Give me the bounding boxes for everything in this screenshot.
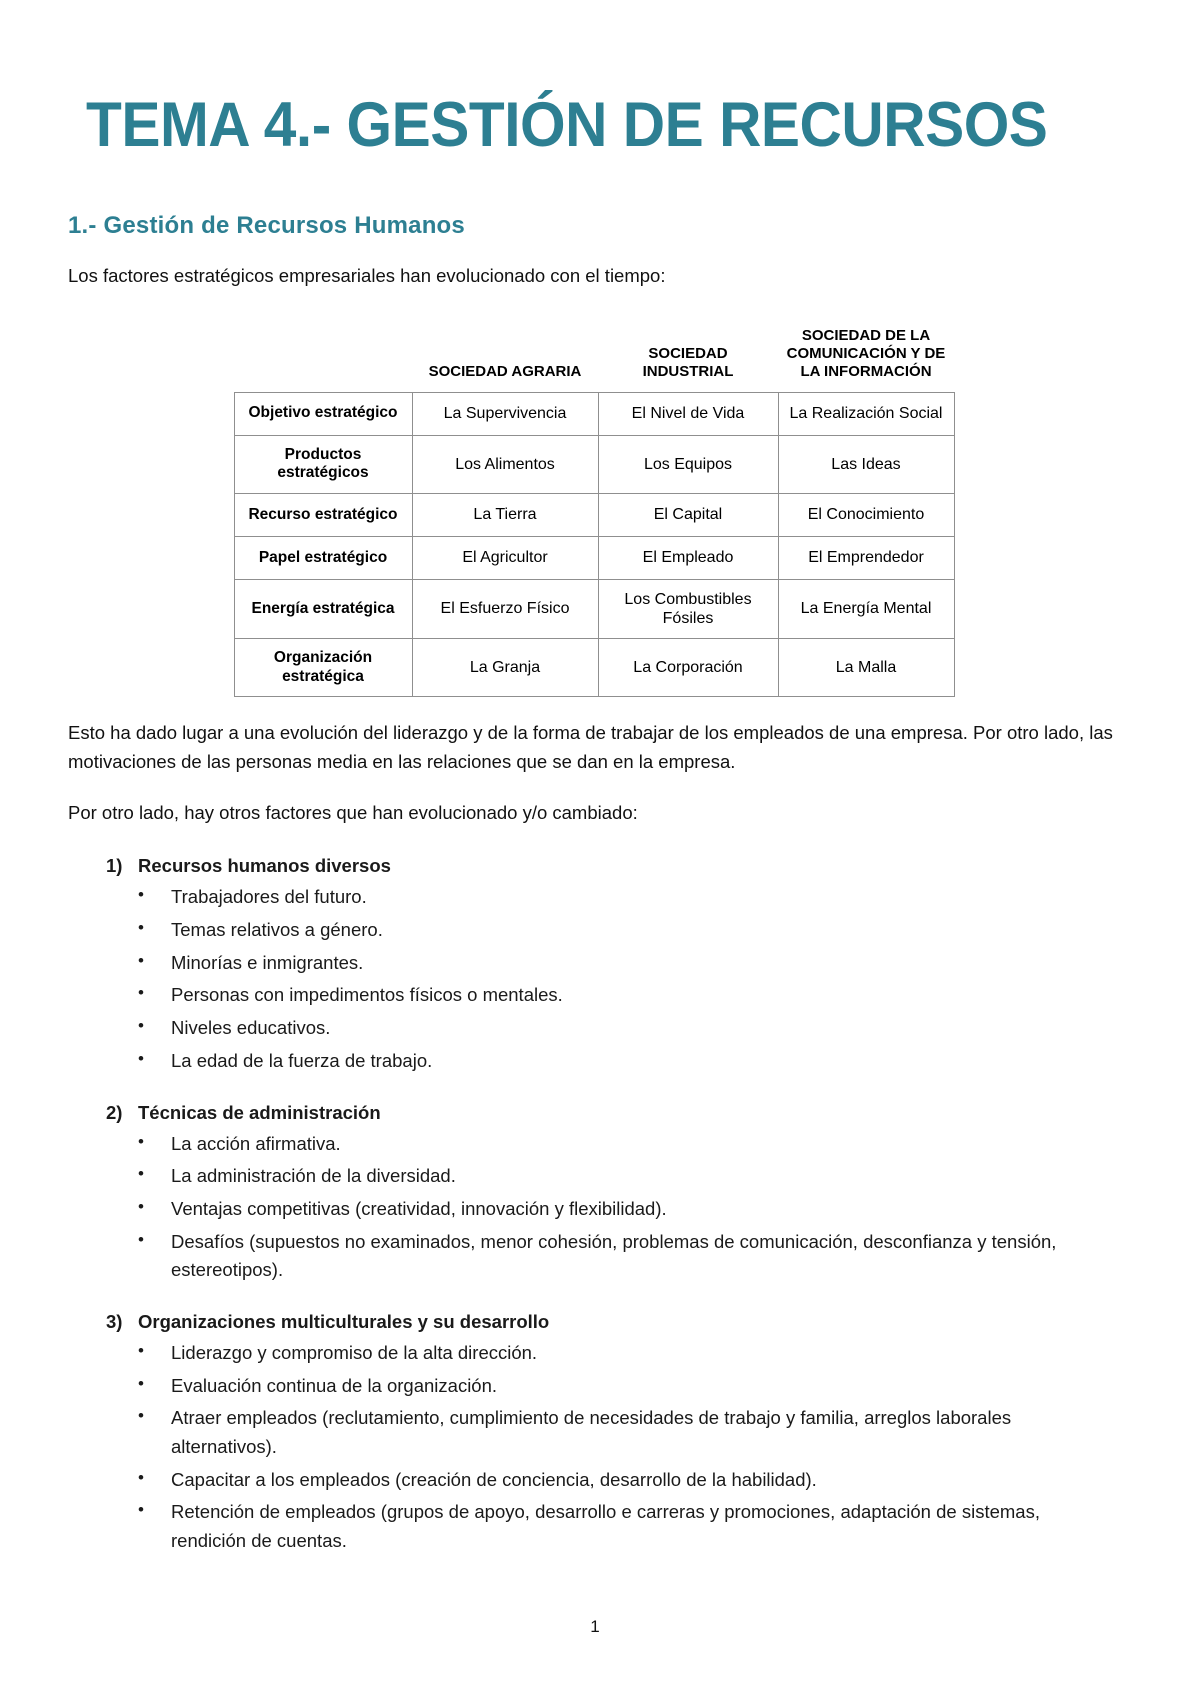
sublist-item-text: Trabajadores del futuro. bbox=[171, 886, 367, 908]
table-header-cell-2: SOCIEDAD INDUSTRIAL bbox=[598, 321, 778, 392]
bullet-icon: • bbox=[138, 1048, 144, 1068]
bullet-icon: • bbox=[138, 950, 144, 970]
table-header-cell-0 bbox=[234, 321, 412, 392]
strategic-factors-table bbox=[234, 321, 955, 698]
table-row-header: Objetivo estratégico bbox=[234, 392, 412, 435]
list-item bbox=[106, 1102, 1120, 1285]
sublist-item-text: Retención de empleados (grupos de apoyo, desarrollo e carreras y promociones, adaptación de sistemas, rendición de cuentas. bbox=[171, 1501, 1040, 1551]
table-row-header: Papel estratégico bbox=[234, 536, 412, 579]
table-cell: La Supervivencia bbox=[412, 392, 598, 435]
table-container bbox=[68, 321, 1120, 698]
intro-paragraph: Los factores estratégicos empresariales han evolucionado con el tiempo: bbox=[68, 265, 666, 287]
table-cell: Los Equipos bbox=[598, 435, 778, 493]
list-marker: 1) bbox=[106, 855, 123, 877]
bullet-icon: • bbox=[138, 1131, 144, 1151]
list-marker: 2) bbox=[106, 1101, 123, 1123]
sublist-item-text: Liderazgo y compromiso de la alta dirección. bbox=[171, 1341, 538, 1363]
table-row bbox=[234, 435, 954, 493]
sublist-item-text: Evaluación continua de la organización. bbox=[171, 1374, 498, 1396]
sublist-item bbox=[138, 1047, 1120, 1076]
bullet-icon: • bbox=[138, 918, 144, 938]
table-cell: El Capital bbox=[598, 493, 778, 536]
table-cell: La Realización Social bbox=[778, 392, 954, 435]
table-cell: El Agricultor bbox=[412, 536, 598, 579]
table-header-cell-3: SOCIEDAD DE LA COMUNICACIÓN Y DE LA INFORMACIÓN bbox=[778, 321, 954, 392]
table-row-header: Energía estratégica bbox=[234, 579, 412, 638]
table-row bbox=[234, 639, 954, 697]
page-number: 1 bbox=[590, 1617, 600, 1636]
sublist-item bbox=[138, 916, 1120, 945]
table-row bbox=[234, 536, 954, 579]
sublist-item-text: Temas relativos a género. bbox=[171, 919, 383, 941]
table-cell: El Nivel de Vida bbox=[598, 392, 778, 435]
sublist-item bbox=[138, 1195, 1120, 1224]
table-row bbox=[234, 579, 954, 638]
table-row-header: Organización estratégica bbox=[234, 639, 412, 697]
sublist-item bbox=[138, 1339, 1120, 1368]
list-marker: 3) bbox=[106, 1310, 123, 1332]
sublist-item bbox=[138, 1404, 1120, 1461]
sublist bbox=[106, 883, 1120, 1075]
table-cell: La Tierra bbox=[412, 493, 598, 536]
sublist-item bbox=[138, 981, 1120, 1010]
sublist-item-text: Atraer empleados (reclutamiento, cumplimiento de necesidades de trabajo y familia, arreglos laborales alternativos). bbox=[171, 1407, 1012, 1457]
list-item-label: Organizaciones multiculturales y su desarrollo bbox=[138, 1310, 550, 1332]
bullet-icon: • bbox=[138, 1016, 144, 1036]
table-cell: El Empleado bbox=[598, 536, 778, 579]
table-cell: El Conocimiento bbox=[778, 493, 954, 536]
sublist-item-text: Niveles educativos. bbox=[171, 1017, 331, 1039]
bullet-icon: • bbox=[138, 1196, 144, 1216]
sublist-item bbox=[138, 1130, 1120, 1159]
list-item bbox=[106, 1311, 1120, 1556]
sublist-item-text: Desafíos (supuestos no examinados, menor cohesión, problemas de comunicación, desconfianza y tensión, estereotipos). bbox=[171, 1230, 1057, 1281]
table-head bbox=[234, 321, 954, 392]
sublist-item-text: Capacitar a los empleados (creación de conciencia, desarrollo de la habilidad). bbox=[171, 1468, 817, 1490]
bullet-icon: • bbox=[138, 1164, 144, 1184]
table-cell: El Emprendedor bbox=[778, 536, 954, 579]
sublist-item-text: La edad de la fuerza de trabajo. bbox=[171, 1049, 433, 1071]
table-row bbox=[234, 493, 954, 536]
table-body bbox=[234, 392, 954, 697]
bullet-icon: • bbox=[138, 1500, 144, 1520]
bullet-icon: • bbox=[138, 1340, 144, 1360]
sublist-item bbox=[138, 1466, 1120, 1495]
sublist-item-text: La administración de la diversidad. bbox=[171, 1165, 456, 1187]
sublist bbox=[106, 1339, 1120, 1556]
paragraph-other-factors: Por otro lado, hay otros factores que han evolucionado y/o cambiado: bbox=[68, 801, 638, 823]
sublist-item-text: Minorías e inmigrantes. bbox=[171, 951, 364, 973]
sublist-item bbox=[138, 949, 1120, 978]
sublist-item bbox=[138, 1014, 1120, 1043]
sublist-item-text: Personas con impedimentos físicos o mentales. bbox=[171, 984, 563, 1006]
sublist-item bbox=[138, 1228, 1120, 1285]
table-cell: El Esfuerzo Físico bbox=[412, 579, 598, 638]
table-row-header: Productos estratégicos bbox=[234, 435, 412, 493]
sublist-item-text: Ventajas competitivas (creatividad, innovación y flexibilidad). bbox=[171, 1197, 667, 1219]
table-cell: La Malla bbox=[778, 639, 954, 697]
table-cell: Las Ideas bbox=[778, 435, 954, 493]
factors-list bbox=[68, 855, 1120, 1555]
table-row-header: Recurso estratégico bbox=[234, 493, 412, 536]
paragraph-after-table: Esto ha dado lugar a una evolución del liderazgo y de la forma de trabajar de los empleados de una empresa. Por otro lado, las motivaciones de las personas media en las relaciones que se dan en la empresa. bbox=[68, 722, 1113, 773]
list-item bbox=[106, 855, 1120, 1075]
sublist-item bbox=[138, 1372, 1120, 1401]
list-item-label: Técnicas de administración bbox=[138, 1101, 381, 1123]
table-cell: Los Combustibles Fósiles bbox=[598, 579, 778, 638]
table-cell: La Energía Mental bbox=[778, 579, 954, 638]
bullet-icon: • bbox=[138, 1467, 144, 1487]
table-row bbox=[234, 392, 954, 435]
table-header-row bbox=[234, 321, 954, 392]
list-item-label: Recursos humanos diversos bbox=[138, 855, 391, 877]
bullet-icon: • bbox=[138, 983, 144, 1003]
table-header-cell-1: SOCIEDAD AGRARIA bbox=[412, 321, 598, 392]
sublist-item bbox=[138, 883, 1120, 912]
sublist bbox=[106, 1130, 1120, 1285]
bullet-icon: • bbox=[138, 1406, 144, 1426]
sublist-item bbox=[138, 1498, 1120, 1555]
sublist-item-text: La acción afirmativa. bbox=[171, 1132, 341, 1154]
table-cell: La Granja bbox=[412, 639, 598, 697]
bullet-icon: • bbox=[138, 1229, 144, 1249]
table-cell: Los Alimentos bbox=[412, 435, 598, 493]
sublist-item bbox=[138, 1162, 1120, 1191]
bullet-icon: • bbox=[138, 885, 144, 905]
section-heading: 1.- Gestión de Recursos Humanos bbox=[68, 212, 465, 240]
table-cell: La Corporación bbox=[598, 639, 778, 697]
bullet-icon: • bbox=[138, 1373, 144, 1393]
page-title: TEMA 4.- GESTIÓN DE RECURSOS bbox=[86, 90, 1048, 160]
